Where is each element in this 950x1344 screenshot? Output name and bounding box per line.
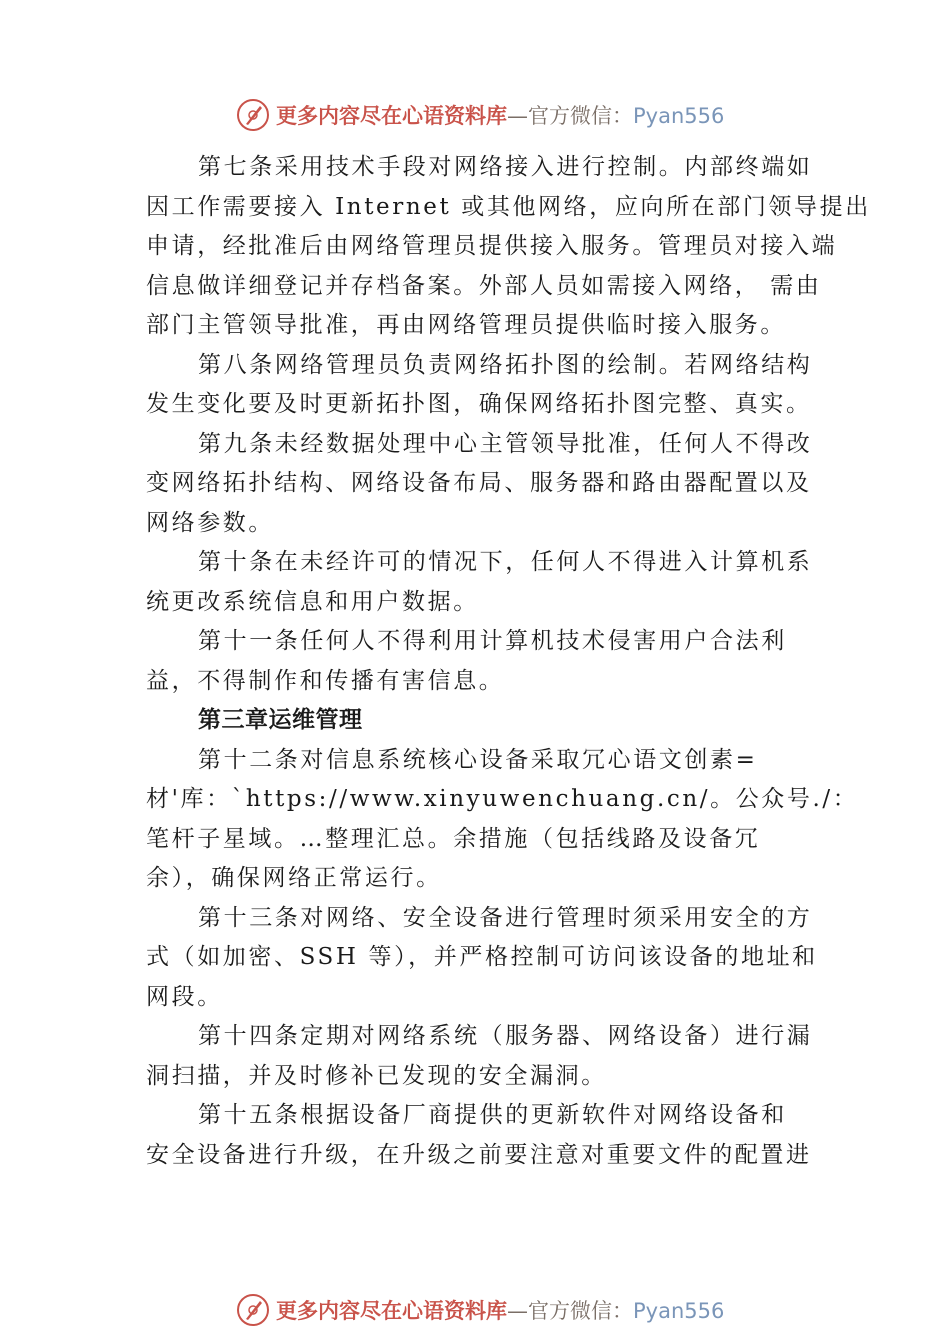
banner-text xyxy=(276,1295,724,1325)
paragraph-line: 第十二条对信息系统核心设备采取冗心语文创素= xyxy=(198,746,758,773)
paragraph-line: 材'库：`https://www.xinyuwenchuang.cn/。公众号./： xyxy=(146,786,859,812)
section-articles-12-15 xyxy=(146,741,859,1176)
paragraph-line: 第八条网络管理员负责网络拓扑图的绘制。若网络结构 xyxy=(198,351,813,378)
paragraph xyxy=(146,346,846,425)
paragraph-line: 第七条采用技术手段对网络接入进行控制。内部终端如 xyxy=(198,154,813,180)
quill-seal-icon xyxy=(236,98,270,132)
paragraph-line: 部门主管领导批准，再由网络管理员提供临时接入服务。 xyxy=(146,312,786,338)
banner-library-name: 更多内容尽在心语资料库 xyxy=(276,104,507,128)
paragraph xyxy=(146,899,846,1018)
paragraph xyxy=(146,622,846,701)
document-body xyxy=(146,148,871,1175)
section-articles-7-11 xyxy=(146,148,871,701)
paragraph-line: 第十一条任何人不得利用计算机技术侵害用户合法利 xyxy=(198,628,787,654)
paragraph-line: 第十五条根据设备厂商提供的更新软件对网络设备和 xyxy=(198,1102,787,1128)
banner-dash: — xyxy=(507,1299,528,1323)
paragraph-line: 发生变化要及时更新拓扑图，确保网络拓扑图完整、真实。 xyxy=(146,391,812,417)
footer-banner xyxy=(236,1290,736,1330)
paragraph-line: 第十四条定期对网络系统（服务器、网络设备）进行漏 xyxy=(198,1023,813,1049)
banner-library-name: 更多内容尽在心语资料库 xyxy=(276,1299,507,1323)
paragraph xyxy=(146,741,859,899)
paragraph xyxy=(146,543,846,622)
header-banner xyxy=(236,95,736,135)
paragraph-line: 申请，经批准后由网络管理员提供接入服务。管理员对接入端 xyxy=(146,233,838,259)
paragraph-line: 洞扫描，并及时修补已发现的安全漏洞。 xyxy=(146,1062,607,1089)
paragraph-line: 式（如加密、SSH 等），并严格控制可访问该设备的地址和 xyxy=(146,944,818,970)
paragraph xyxy=(146,1096,846,1175)
banner-wechat-id: Pyan556 xyxy=(633,104,725,128)
banner-wechat-id: Pyan556 xyxy=(633,1299,725,1323)
paragraph-line: 余），确保网络正常运行。 xyxy=(146,865,442,891)
paragraph-line: 变网络拓扑结构、网络设备布局、服务器和路由器配置以及 xyxy=(146,470,812,496)
banner-text xyxy=(276,100,724,130)
paragraph-line: 第十三条对网络、安全设备进行管理时须采用安全的方 xyxy=(198,904,813,931)
banner-wechat-label: 官方微信： xyxy=(528,1299,633,1323)
paragraph-line: 第九条未经数据处理中心主管领导批准，任何人不得改 xyxy=(198,430,813,457)
chapter-heading: 第三章运维管理 xyxy=(198,707,363,733)
paragraph-line: 第十条在未经许可的情况下，任何人不得进入计算机系 xyxy=(198,549,813,575)
banner-dash: — xyxy=(507,104,528,128)
paragraph-line: 安全设备进行升级，在升级之前要注意对重要文件的配置进 xyxy=(146,1141,812,1168)
paragraph-line: 网络参数。 xyxy=(146,509,274,536)
paragraph xyxy=(146,148,871,346)
banner-wechat-label: 官方微信： xyxy=(528,104,633,128)
quill-seal-icon xyxy=(236,1293,270,1327)
paragraph-line: 网段。 xyxy=(146,983,223,1010)
paragraph-line: 因工作需要接入 Internet 或其他网络，应向所在部门领导提出 xyxy=(146,193,871,220)
paragraph xyxy=(146,1017,846,1096)
paragraph-line: 统更改系统信息和用户数据。 xyxy=(146,588,479,615)
paragraph-line: 益，不得制作和传播有害信息。 xyxy=(146,667,505,694)
paragraph-line: 信息做详细登记并存档备案。外部人员如需接入网络， 需由 xyxy=(146,272,822,299)
paragraph-line: 笔杆子星域。…整理汇总。余措施（包括线路及设备冗 xyxy=(146,825,761,852)
paragraph xyxy=(146,425,846,544)
